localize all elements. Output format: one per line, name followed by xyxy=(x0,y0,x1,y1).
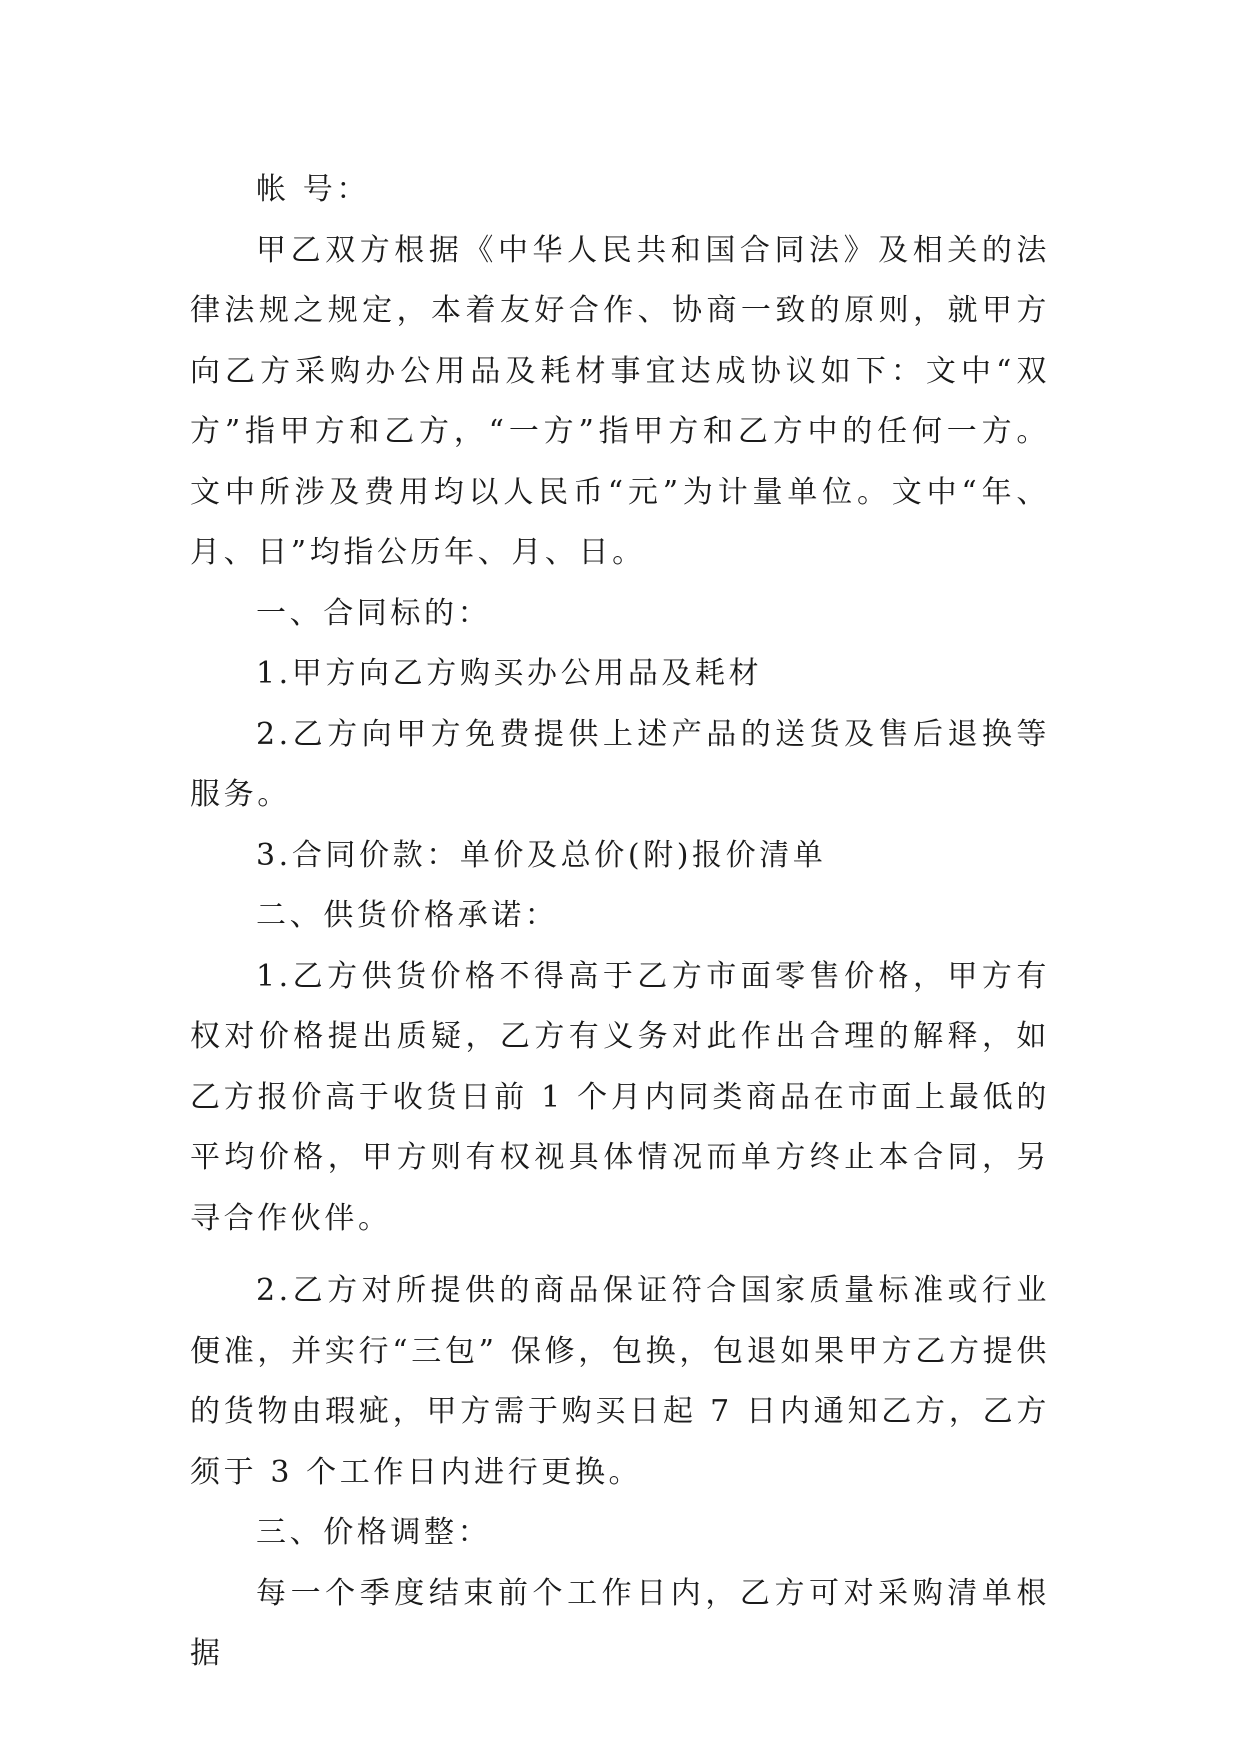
clause-1-3: 3.合同价款：单价及总价(附)报价清单 xyxy=(256,837,827,873)
clause-1-2: 2.乙方向甲方免费提供上述产品的送货及售后退换等服务。 xyxy=(190,716,1050,812)
preamble-paragraph: 甲乙双方根据《中华人民共和国合同法》及相关的法律法规之规定，本着友好合作、协商一致的原则，就甲方向乙方采购办公用品及耗材事宜达成协议如下：文中“双方”指甲方和乙方，“一方”指甲方和乙方中的任何一方。 文中所涉及费用均以人民币“元”为计量单位。文中“年、月、日”均指公历年、月、日。 xyxy=(190,232,1050,570)
section-heading-price-adjustment: 三、价格调整： xyxy=(256,1515,492,1550)
account-line: 帐 号： xyxy=(256,172,370,207)
section-heading-price-commitment: 二、供货价格承诺： xyxy=(256,898,559,933)
clause-2-2: 2.乙方对所提供的商品保证符合国家质量标准或行业便准，并实行“三包” 保修，包换，包退如果甲方乙方提供的货物由瑕疵，甲方需于购买日起 7 日内通知乙方，乙方须于 3 个工作日内进行更换。 xyxy=(190,1273,1050,1490)
clause-3-1: 每一个季度结束前个工作日内，乙方可对采购清单根据 xyxy=(190,1575,1050,1671)
clause-2-1: 1.乙方供货价格不得高于乙方市面零售价格，甲方有权对价格提出质疑，乙方有义务对此作出合理的解释，如乙方报价高于收货日前 1 个月内同类商品在市面上最低的平均价格，甲方则有权视具体情况而单方终止本合同，另寻合作伙伴。 xyxy=(190,958,1050,1236)
section-heading-contract-subject: 一、合同标的： xyxy=(256,595,492,631)
clause-1-1: 1.甲方向乙方购买办公用品及耗材 xyxy=(256,656,763,691)
document-body xyxy=(190,160,1050,1685)
